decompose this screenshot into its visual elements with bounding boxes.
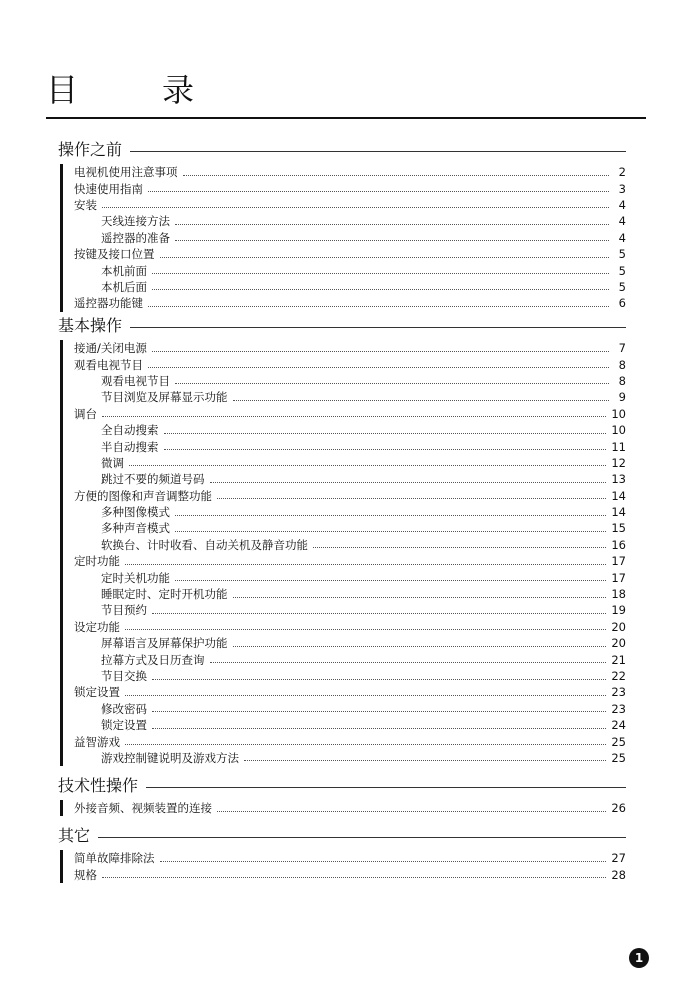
entry-title: 锁定设置 — [101, 718, 147, 733]
entry-list — [58, 164, 626, 312]
section-rule — [58, 151, 626, 152]
dot-leader — [233, 400, 610, 401]
section-title: 基本操作 — [58, 316, 130, 336]
entry-page: 10 — [611, 406, 626, 421]
entry-page: 23 — [611, 701, 626, 716]
entry-page: 10 — [611, 423, 626, 438]
dot-leader — [152, 289, 609, 290]
entry-title: 本机后面 — [101, 279, 147, 294]
section-title: 操作之前 — [58, 140, 130, 160]
entry-page: 13 — [611, 472, 626, 487]
entry-title: 半自动搜索 — [101, 439, 159, 454]
toc-section — [58, 776, 626, 816]
toc-entry[interactable] — [58, 537, 626, 553]
entry-page: 8 — [618, 373, 626, 388]
dot-leader — [125, 629, 606, 630]
toc-entry[interactable] — [58, 800, 626, 816]
entry-title: 游戏控制键说明及游戏方法 — [101, 750, 239, 765]
dot-leader — [102, 207, 609, 208]
entry-page: 24 — [611, 718, 626, 733]
entry-page: 28 — [611, 867, 626, 882]
entry-page: 14 — [611, 505, 626, 520]
toc-entry[interactable] — [58, 213, 626, 229]
entry-title: 天线连接方法 — [101, 214, 170, 229]
toc-section — [58, 826, 626, 883]
entry-page: 11 — [611, 439, 626, 454]
entry-page: 5 — [618, 279, 626, 294]
toc-entry[interactable] — [58, 733, 626, 749]
toc-entry[interactable] — [58, 635, 626, 651]
toc-entry[interactable] — [58, 164, 626, 180]
dot-leader — [210, 482, 607, 483]
dot-leader — [152, 273, 609, 274]
toc-entry[interactable] — [58, 569, 626, 585]
dot-leader — [164, 433, 607, 434]
entry-title: 跳过不要的频道号码 — [101, 472, 205, 487]
entry-page: 3 — [618, 181, 626, 196]
entry-page: 14 — [611, 488, 626, 503]
entry-page: 9 — [618, 390, 626, 405]
toc-entry[interactable] — [58, 389, 626, 405]
section-heading — [58, 316, 626, 338]
dot-leader — [148, 306, 609, 307]
toc-entry[interactable] — [58, 717, 626, 733]
dot-leader — [125, 695, 606, 696]
entry-page: 5 — [618, 247, 626, 262]
entry-page: 20 — [611, 619, 626, 634]
toc-entry[interactable] — [58, 750, 626, 766]
toc-entry[interactable] — [58, 279, 626, 295]
entry-title: 观看电视节目 — [74, 357, 143, 372]
entry-page: 8 — [618, 357, 626, 372]
entry-page: 4 — [618, 214, 626, 229]
dot-leader — [164, 449, 607, 450]
dot-leader — [102, 877, 606, 878]
entry-title: 电视机使用注意事项 — [74, 165, 178, 180]
toc-entry[interactable] — [58, 553, 626, 569]
entry-title: 益智游戏 — [74, 734, 120, 749]
title-char-2: 录 — [162, 71, 195, 109]
dot-leader — [183, 175, 610, 176]
entry-title: 睡眠定时、定时开机功能 — [101, 587, 228, 602]
toc-entry[interactable] — [58, 619, 626, 635]
toc-entry[interactable] — [58, 262, 626, 278]
dot-leader — [217, 811, 606, 812]
entry-title: 节目预约 — [101, 603, 147, 618]
entry-page: 23 — [611, 685, 626, 700]
entry-page: 6 — [618, 296, 626, 311]
dot-leader — [210, 662, 607, 663]
dot-leader — [233, 597, 607, 598]
entry-page: 7 — [618, 341, 626, 356]
dot-leader — [152, 728, 606, 729]
toc-entry[interactable] — [58, 406, 626, 422]
toc-entry[interactable] — [58, 356, 626, 372]
entry-title: 按键及接口位置 — [74, 247, 155, 262]
entry-title: 节目浏览及屏幕显示功能 — [101, 390, 228, 405]
entry-page: 25 — [611, 750, 626, 765]
entry-title: 接通/关闭电源 — [74, 341, 147, 356]
dot-leader — [175, 224, 609, 225]
section-title: 其它 — [58, 826, 98, 846]
entry-page: 4 — [618, 197, 626, 212]
page-number: 1 — [629, 948, 649, 968]
entry-list — [58, 800, 626, 816]
entry-title: 本机前面 — [101, 263, 147, 278]
dot-leader — [152, 351, 609, 352]
entry-page: 17 — [611, 554, 626, 569]
toc-entry[interactable] — [58, 504, 626, 520]
dot-leader — [102, 416, 606, 417]
dot-leader — [129, 465, 606, 466]
entry-page: 22 — [611, 669, 626, 683]
toc-entry[interactable] — [58, 602, 626, 618]
section-rule — [58, 837, 626, 838]
dot-leader — [152, 679, 606, 680]
entry-title: 安装 — [74, 197, 97, 212]
toc-entry[interactable] — [58, 684, 626, 700]
dot-leader — [125, 744, 606, 745]
dot-leader — [160, 257, 610, 258]
entry-title: 简单故障排除法 — [74, 851, 155, 866]
toc-entry[interactable] — [58, 668, 626, 684]
section-rule — [58, 327, 626, 328]
toc-section — [58, 316, 626, 766]
toc-section — [58, 140, 626, 312]
entry-title: 观看电视节目 — [101, 373, 170, 388]
toc-entry[interactable] — [58, 866, 626, 882]
toc-entry[interactable] — [58, 373, 626, 389]
dot-leader — [175, 531, 606, 532]
dot-leader — [175, 515, 606, 516]
entry-title: 锁定设置 — [74, 685, 120, 700]
toc-entry[interactable] — [58, 488, 626, 504]
toc-entry[interactable] — [58, 295, 626, 311]
entry-title: 规格 — [74, 867, 97, 882]
entry-page: 12 — [611, 455, 626, 470]
toc-entry[interactable] — [58, 651, 626, 667]
dot-leader — [244, 760, 606, 761]
section-title: 技术性操作 — [58, 776, 146, 796]
entry-page: 26 — [611, 801, 626, 816]
entry-list — [58, 850, 626, 883]
title-char-1: 目 — [46, 71, 79, 109]
entry-title: 修改密码 — [101, 701, 147, 716]
dot-leader — [175, 580, 606, 581]
entry-title: 全自动搜索 — [101, 423, 159, 438]
dot-leader — [313, 547, 606, 548]
dot-leader — [152, 711, 606, 712]
entry-page: 18 — [611, 587, 626, 602]
entry-title: 多种图像模式 — [101, 505, 170, 520]
dot-leader — [217, 498, 606, 499]
dot-leader — [152, 613, 606, 614]
page-title — [46, 70, 446, 110]
toc-entry[interactable] — [58, 520, 626, 536]
entry-title: 遥控器的准备 — [101, 230, 170, 245]
entry-title: 微调 — [101, 455, 124, 470]
entry-page: 5 — [618, 263, 626, 278]
entry-title: 设定功能 — [74, 619, 120, 634]
dot-leader — [148, 367, 609, 368]
dot-leader — [175, 383, 609, 384]
entry-title: 节目交换 — [101, 669, 147, 683]
entry-title: 调台 — [74, 406, 97, 421]
entry-title: 拉幕方式及日历查询 — [101, 652, 205, 667]
section-heading — [58, 826, 626, 848]
entry-page: 20 — [611, 636, 626, 651]
toc-entry[interactable] — [58, 438, 626, 454]
entry-title: 外接音频、视频装置的连接 — [74, 801, 212, 816]
toc-entry[interactable] — [58, 422, 626, 438]
entry-page: 16 — [611, 537, 626, 552]
toc-entry[interactable] — [58, 850, 626, 866]
dot-leader — [148, 191, 609, 192]
toc-entry[interactable] — [58, 340, 626, 356]
entry-title: 遥控器功能键 — [74, 296, 143, 311]
section-heading — [58, 776, 626, 798]
toc-entry[interactable] — [58, 471, 626, 487]
entry-title: 定时关机功能 — [101, 570, 170, 585]
section-heading — [58, 140, 626, 162]
dot-leader — [233, 646, 607, 647]
entry-list — [58, 340, 626, 766]
entry-title: 方便的图像和声音调整功能 — [74, 488, 212, 503]
toc-entry[interactable] — [58, 586, 626, 602]
toc-entry[interactable] — [58, 701, 626, 717]
dot-leader — [175, 240, 609, 241]
title-rule — [46, 117, 646, 119]
entry-title: 快速使用指南 — [74, 181, 143, 196]
entry-page: 4 — [618, 230, 626, 245]
dot-leader — [125, 564, 606, 565]
toc-entry[interactable] — [58, 180, 626, 196]
dot-leader — [160, 861, 607, 862]
entry-page: 17 — [611, 570, 626, 585]
toc-entry[interactable] — [58, 230, 626, 246]
entry-title: 定时功能 — [74, 554, 120, 569]
toc-entry[interactable] — [58, 455, 626, 471]
entry-page: 2 — [618, 165, 626, 180]
entry-page: 25 — [611, 734, 626, 749]
entry-page: 19 — [611, 603, 626, 618]
entry-title: 屏幕语言及屏幕保护功能 — [101, 636, 228, 651]
entry-page: 15 — [611, 521, 626, 536]
toc-entry[interactable] — [58, 197, 626, 213]
entry-page: 27 — [611, 851, 626, 866]
entry-title: 多种声音模式 — [101, 521, 170, 536]
toc-entry[interactable] — [58, 246, 626, 262]
entry-page: 21 — [611, 652, 626, 667]
entry-title: 软换台、计时收看、自动关机及静音功能 — [101, 537, 308, 552]
